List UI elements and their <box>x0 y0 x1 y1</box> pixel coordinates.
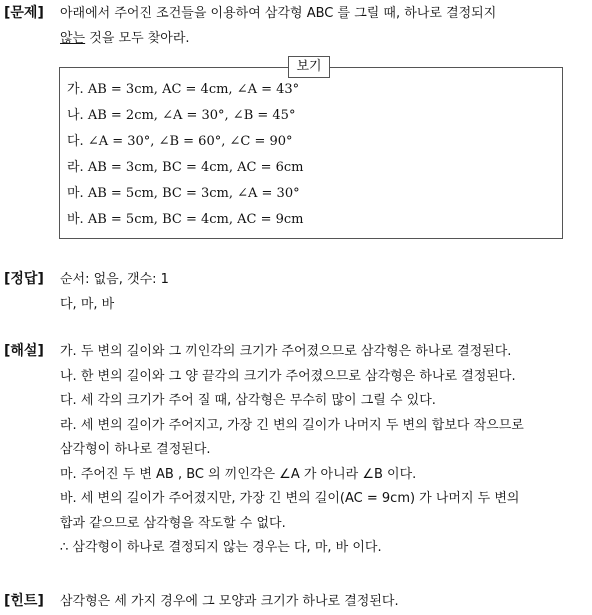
answer-text <box>60 268 586 317</box>
example-item-5: 마. AB = 5cm, BC = 3cm, ∠A = 30° <box>67 186 300 201</box>
example-box-title: 보기 <box>288 56 330 78</box>
answer-line-1: 순서: 없음, 갯수: 1 <box>60 272 169 287</box>
answer-line-2: 다, 마, 바 <box>60 296 115 312</box>
explanation-line-1: 가. 두 변의 길이와 그 끼인각의 크기가 주어졌으므로 삼각형은 하나로 결정된다. <box>60 344 512 359</box>
example-item-3: 다. ∠A = 30°, ∠B = 60°, ∠C = 90° <box>67 134 293 149</box>
explanation-line-9: ∴ 삼각형이 하나로 결정되지 않는 경우는 다, 마, 바 이다. <box>60 540 382 555</box>
explanation-line-5: 삼각형이 하나로 결정된다. <box>60 442 211 457</box>
problem-line-2 <box>60 27 586 52</box>
explanation-line-6: 마. 주어진 두 변 AB , BC 의 끼인각은 ∠A 가 아니라 ∠B 이다. <box>60 466 417 482</box>
problem-underlined-word: 않는 <box>60 30 86 46</box>
problem-text <box>60 2 586 51</box>
explanation-line-3: 다. 세 각의 크기가 주어 질 때, 삼각형은 무수히 많이 그릴 수 있다. <box>60 393 436 408</box>
explanation-line-4: 라. 세 변의 길이가 주어지고, 가장 긴 변의 길이가 나머지 두 변의 합보다 작으므로 <box>60 417 524 433</box>
problem-tag: [문제] <box>4 5 44 21</box>
problem-line-2-rest: 것을 모두 찾아라. <box>85 30 190 46</box>
example-item-4: 라. AB = 3cm, BC = 4cm, AC = 6cm <box>67 160 304 175</box>
example-item-2: 나. AB = 2cm, ∠A = 30°, ∠B = 45° <box>67 108 296 123</box>
hint-line-1: 삼각형은 세 가지 경우에 그 모양과 크기가 하나로 결정된다. <box>60 594 399 609</box>
answer-tag: [정답] <box>4 271 44 287</box>
explanation-tag: [해설] <box>4 343 44 359</box>
explanation-line-2: 나. 한 변의 길이와 그 양 끝각의 크기가 주어졌으므로 삼각형은 하나로 결정된다. <box>60 368 516 384</box>
explanation-line-7: 바. 세 변의 길이가 주어졌지만, 가장 긴 변의 길이(AC = 9cm) 가 나머지 두 변의 <box>60 491 520 506</box>
hint-tag: [힌트] <box>4 593 44 609</box>
explanation-line-8: 합과 같으므로 삼각형을 작도할 수 없다. <box>60 515 286 531</box>
example-item-1: 가. AB = 3cm, AC = 4cm, ∠A = 43° <box>67 82 300 97</box>
example-items <box>67 77 303 233</box>
example-item-6: 바. AB = 5cm, BC = 4cm, AC = 9cm <box>67 212 304 227</box>
explanation-text <box>60 340 586 561</box>
problem-line-1: 아래에서 주어진 조건들을 이용하여 삼각형 ABC 를 그릴 때, 하나로 결정되지 <box>60 6 497 21</box>
